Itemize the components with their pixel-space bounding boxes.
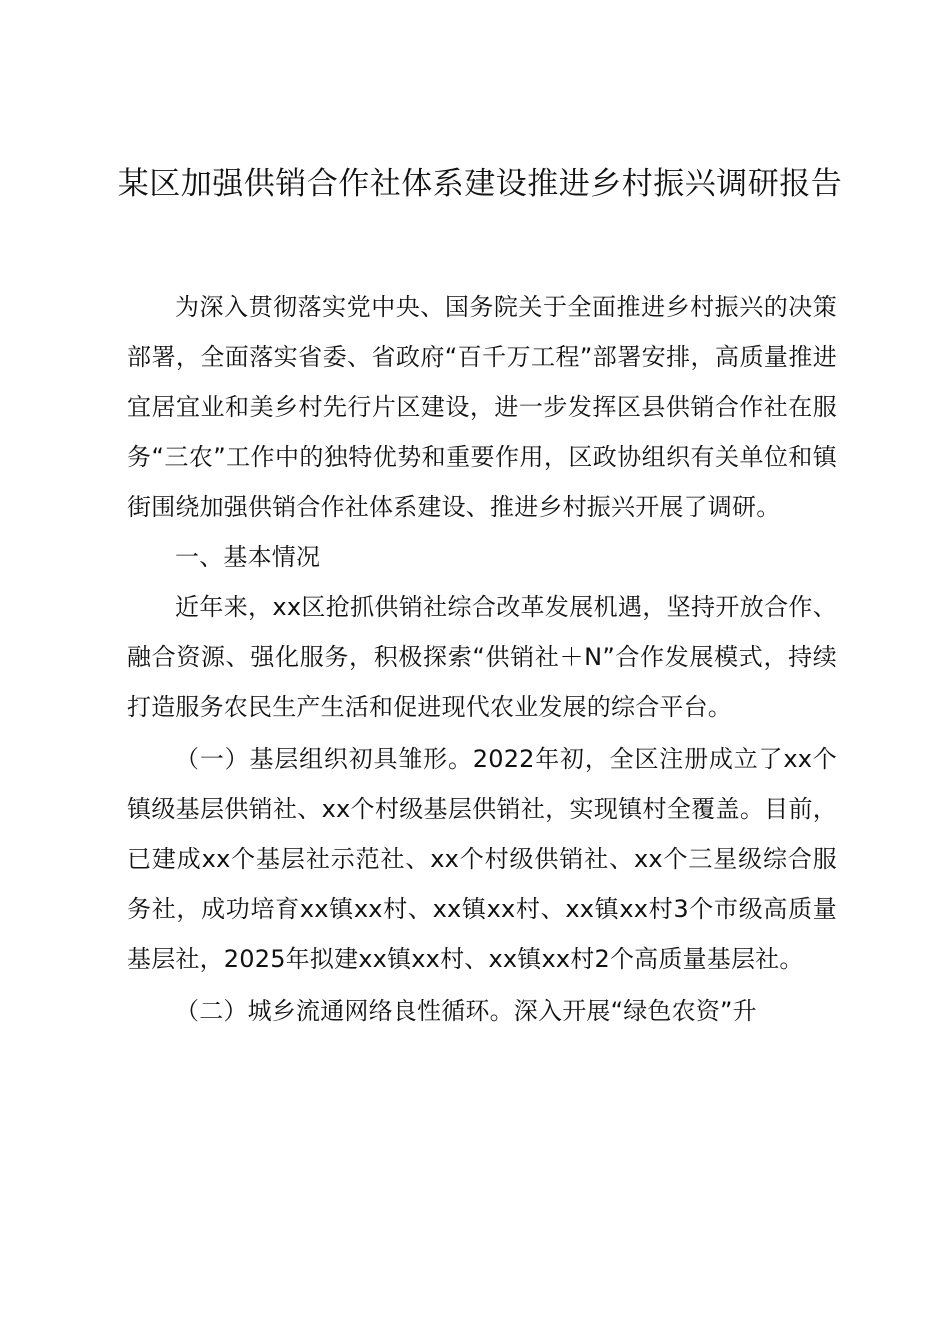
overview-paragraph: 近年来，xx区抢抓供销社综合改革发展机遇，坚持开放合作、融合资源、强化服务，积极探索“供销社＋N”合作发展模式，持续打造服务农民生产生活和促进现代农业发展的综合平台。 (127, 593, 837, 721)
document-title: 某区加强供销合作社体系建设推进乡村振兴调研报告 (117, 166, 843, 202)
section-heading-basic-situation: 一、基本情况 (175, 543, 321, 571)
grassroots-organization-paragraph: （一）基层组织初具雏形。2022年初，全区注册成立了xx个镇级基层供销社、xx个村级基层供销社，实现镇村全覆盖。目前，已建成xx个基层社示范社、xx个村级供销社、xx个三星级综合服务社，成功培育xx镇xx村、xx镇xx村、xx镇xx村3个市级高质量基层社，2025年拟建xx镇xx村、xx镇xx村2个高质量基层社。 (127, 745, 837, 973)
circulation-network-paragraph: （二）城乡流通网络良性循环。深入开展“绿色农资”升 (175, 997, 757, 1025)
document-body (127, 282, 837, 1036)
intro-paragraph: 为深入贯彻落实党中央、国务院关于全面推进乡村振兴的决策部署，全面落实省委、省政府“百千万工程”部署安排，高质量推进宜居宜业和美乡村先行片区建设，进一步发挥区县供销合作社在服务“三农”工作中的独特优势和重要作用，区政协组织有关单位和镇街围绕加强供销合作社体系建设、推进乡村振兴开展了调研。 (127, 293, 837, 521)
